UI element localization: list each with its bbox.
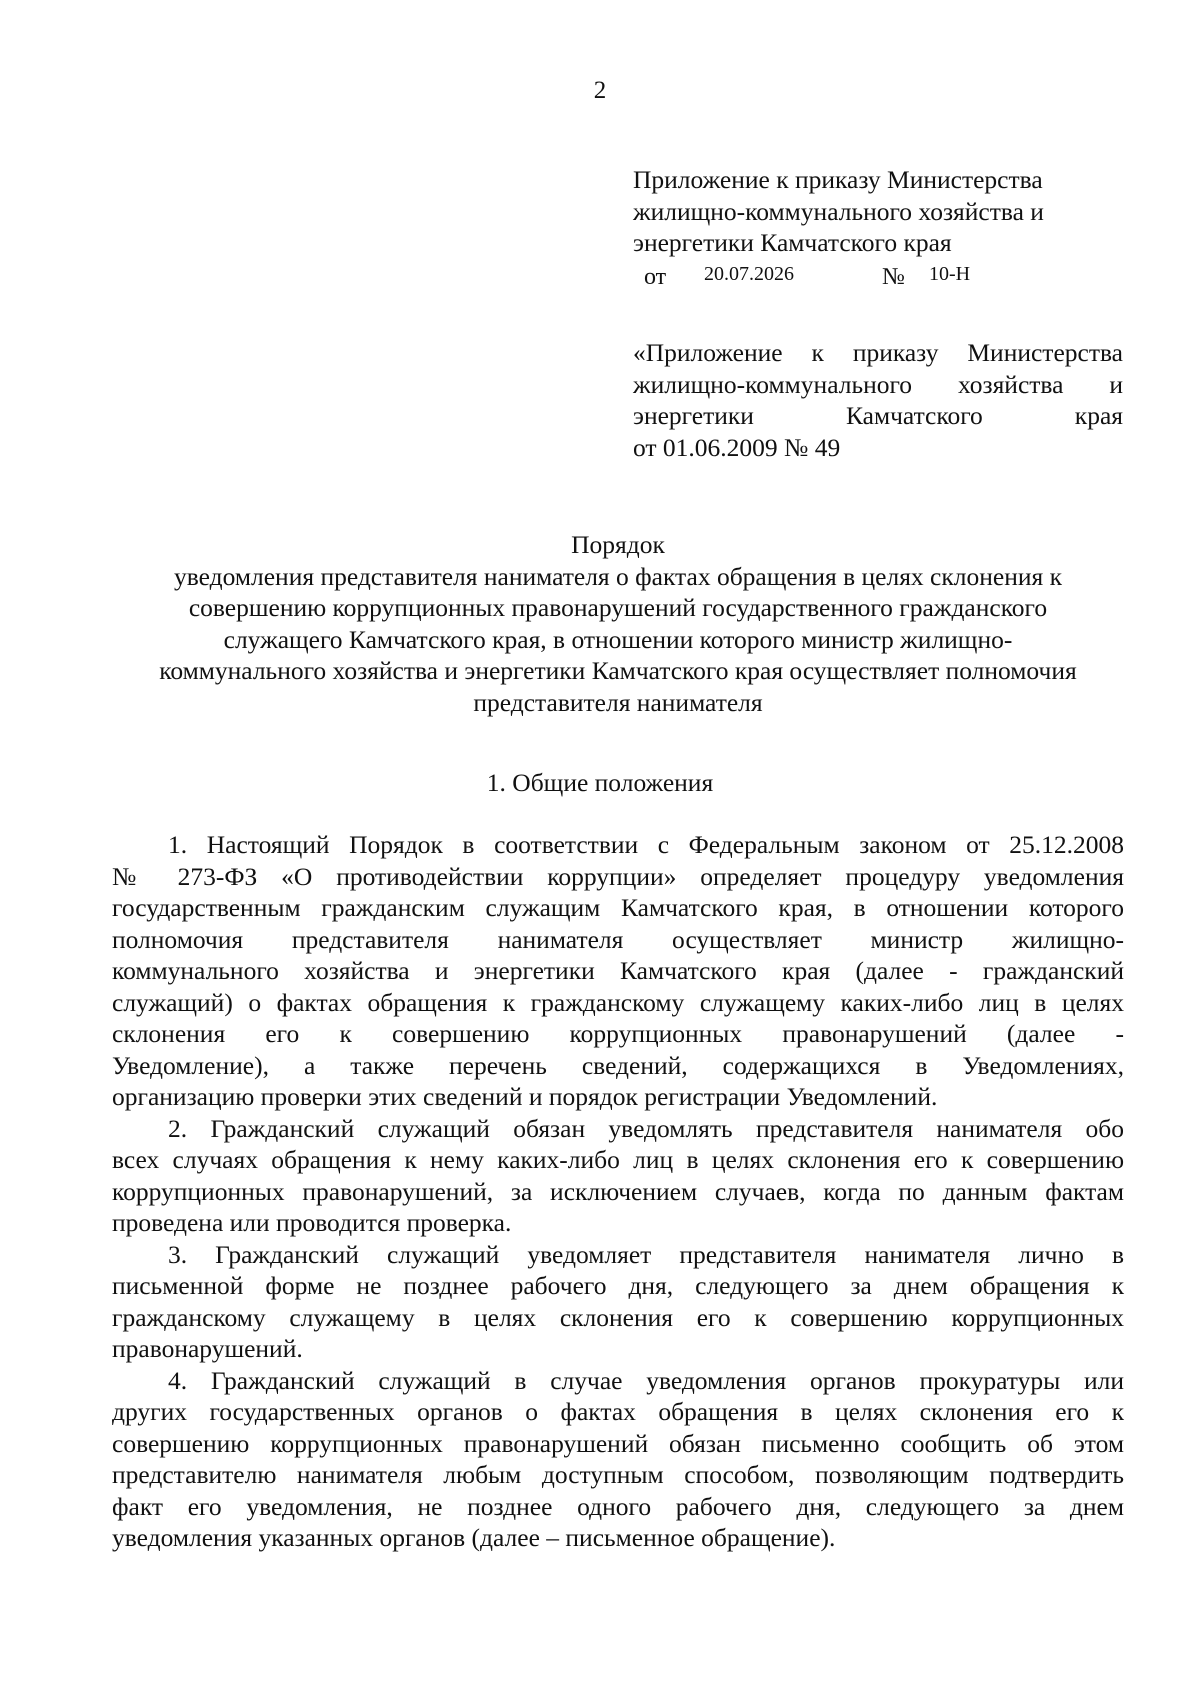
body-line: 3. Гражданский служащий уведомляет представителя нанимателя лично в: [168, 1239, 1124, 1269]
appendix-current: [633, 164, 1123, 293]
title-line: уведомления представителя нанимателя о фактах обращения в целях склонения к: [174, 561, 1062, 591]
body-line: № 273-ФЗ «О противодействии коррупции» определяет процедуру уведомления: [112, 861, 1124, 891]
body-line: 4. Гражданский служащий в случае уведомления органов прокуратуры или: [168, 1365, 1124, 1395]
body-line: Уведомление), а также перечень сведений, содержащихся в Уведомлениях,: [112, 1050, 1124, 1080]
body-line: правонарушений.: [112, 1334, 303, 1363]
appendix-line: жилищно-коммунального хозяйства и: [633, 369, 1123, 399]
body-line: всех случаях обращения к нему каких-либо лиц в целях склонения его к совершению: [112, 1145, 1124, 1174]
body-line: факт его уведомления, не позднее одного рабочего дня, следующего за днем: [112, 1491, 1124, 1521]
title-line: Порядок: [571, 530, 665, 559]
appendix-line: энергетики Камчатского края: [633, 401, 1123, 430]
body-line: коррупционных правонарушений, за исключением случаев, когда по данным фактам: [112, 1176, 1124, 1206]
title-line: коммунального хозяйства и энергетики Камчатского края осуществляет полномочия: [159, 656, 1077, 685]
body-line: полномочия представителя нанимателя осуществляет министр жилищно-: [112, 924, 1124, 954]
title-line: представителя нанимателя: [473, 687, 763, 717]
body-text: [112, 829, 1124, 1554]
body-line: 2. Гражданский служащий обязан уведомлять представителя нанимателя обо: [168, 1113, 1124, 1143]
body-line: государственным гражданским служащим Камчатского края, в отношении которого: [112, 893, 1124, 922]
body-line: склонения его к совершению коррупционных правонарушений (далее -: [112, 1019, 1124, 1048]
appendix-line: жилищно-коммунального хозяйства и: [633, 196, 1044, 226]
title-line: служащего Камчатского края, в отношении которого министр жилищно-: [223, 624, 1013, 654]
body-line: коммунального хозяйства и энергетики Камчатского края (далее - гражданский: [112, 956, 1124, 985]
appendix-line: от 01.06.2009 № 49: [633, 432, 841, 462]
document-title: [112, 529, 1124, 718]
body-line: служащий) о фактах обращения к гражданскому служащему каких-либо лиц в целях: [112, 987, 1124, 1017]
order-date: 20.07.2026: [704, 262, 794, 285]
body-line: гражданскому служащему в целях склонения его к совершению коррупционных: [112, 1302, 1124, 1332]
order-signature-row: [633, 259, 1123, 293]
body-line: совершению коррупционных правонарушений обязан письменно сообщить об этом: [112, 1428, 1124, 1458]
body-line: письменной форме не позднее рабочего дня, следующего за днем обращения к: [112, 1271, 1124, 1300]
page-number: 2: [593, 77, 607, 104]
section-heading: 1. Общие положения: [486, 768, 714, 797]
number-label: №: [882, 263, 905, 290]
appendix-previous: [633, 337, 1123, 463]
body-line: других государственных органов о фактах обращения в целях склонения его к: [112, 1397, 1124, 1426]
body-line: организацию проверки этих сведений и порядок регистрации Уведомлений.: [112, 1082, 938, 1111]
appendix-line: «Приложение к приказу Министерства: [633, 338, 1123, 367]
body-line: уведомления указанных органов (далее – письменное обращение).: [112, 1523, 836, 1552]
body-line: проведена или проводится проверка.: [112, 1208, 512, 1237]
body-line: представителю нанимателя любым доступным способом, позволяющим подтвердить: [112, 1460, 1124, 1489]
appendix-line: Приложение к приказу Министерства: [633, 165, 1043, 194]
order-number: 10-Н: [929, 262, 971, 285]
from-label: от: [644, 263, 667, 290]
title-line: совершению коррупционных правонарушений государственного гражданского: [188, 593, 1048, 622]
body-line: 1. Настоящий Порядок в соответствии с Федеральным законом от 25.12.2008: [168, 830, 1124, 859]
appendix-line: энергетики Камчатского края: [633, 228, 952, 257]
